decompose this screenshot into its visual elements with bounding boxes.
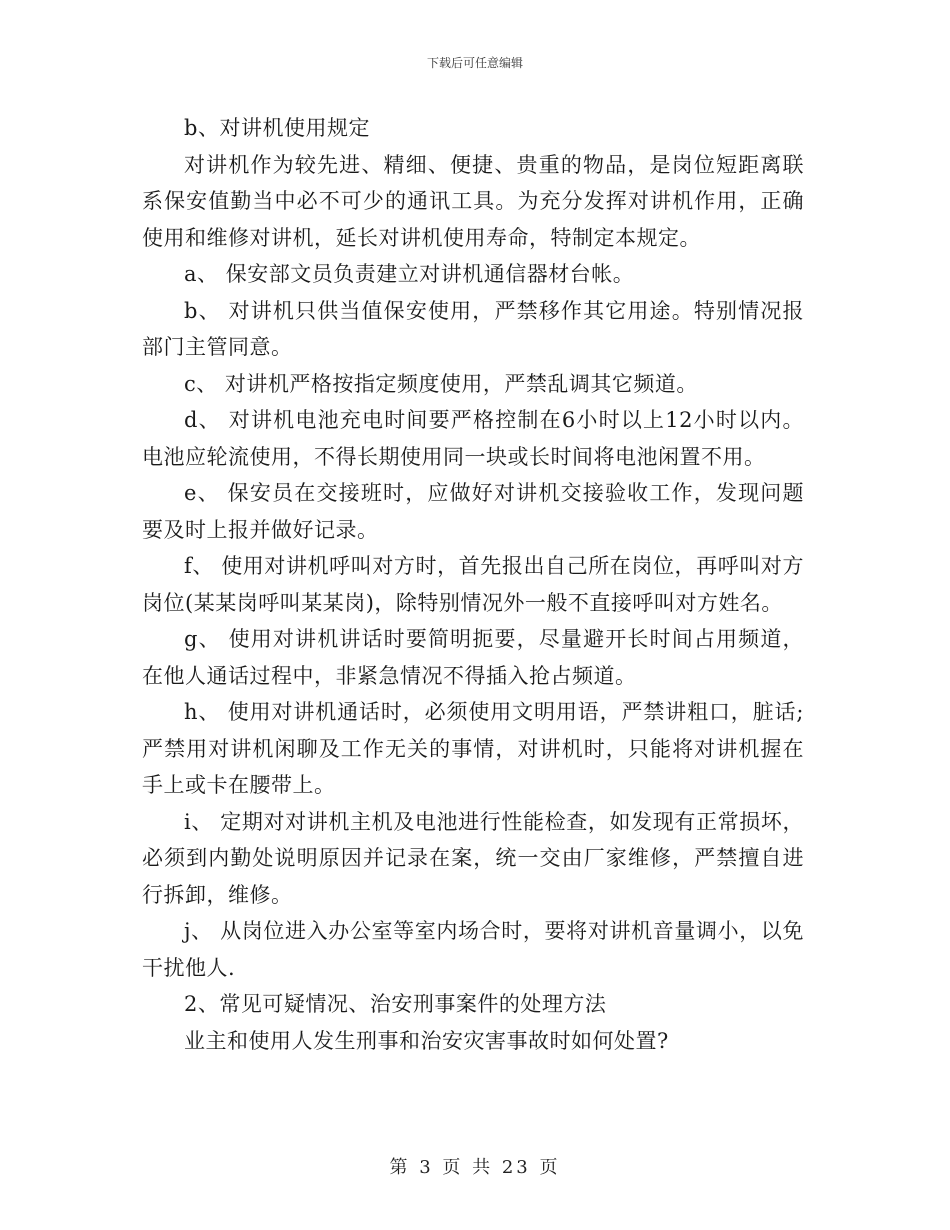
rule-item-d: d、 对讲机电池充电时间要严格控制在6小时以上12小时以内。电池应轮流使用，不得长期使用同一块或长时间将电池闲置不用。 bbox=[142, 408, 804, 469]
paragraph-intro: 对讲机作为较先进、精细、便捷、贵重的物品，是岗位短距离联系保安值勤当中必不可少的通讯工具。为充分发挥对讲机作用，正确使用和维修对讲机，延长对讲机使用寿命，特制定本规定。 bbox=[142, 152, 804, 250]
section-heading-walkie-talkie-rules: b、对讲机使用规定 bbox=[184, 116, 370, 140]
page-header-note: 下载后可任意编辑 bbox=[426, 56, 523, 70]
rule-item-c: c、 对讲机严格按指定频度使用，严禁乱调其它频道。 bbox=[184, 371, 698, 396]
section-heading-incident-handling: 2、常见可疑情况、治安刑事案件的处理方法 bbox=[184, 992, 607, 1016]
rule-item-e: e、 保安员在交接班时，应做好对讲机交接验收工作，发现问题要及时上报并做好记录。 bbox=[142, 481, 804, 542]
rule-item-j: j、 从岗位进入办公室等室内场合时，要将对讲机音量调小，以免干扰他人. bbox=[142, 919, 804, 980]
rule-item-a: a、 保安部文员负责建立对讲机通信器材台帐。 bbox=[184, 262, 635, 286]
rule-item-i: i、 定期对对讲机主机及电池进行性能检查，如发现有正常损坏，必须到内勤处说明原因并记录在案，统一交由厂家维修，严禁擅自进行拆卸，维修。 bbox=[142, 809, 804, 907]
rule-item-f: f、 使用对讲机呼叫对方时，首先报出自己所在岗位，再呼叫对方岗位(某某岗呼叫某某岗)，除特别情况外一般不直接呼叫对方姓名。 bbox=[142, 554, 804, 615]
paragraph-question: 业主和使用人发生刑事和治安灾害事故时如何处置? bbox=[184, 1028, 669, 1053]
rule-item-b: b、 对讲机只供当值保安使用，严禁移作其它用途。特别情况报部门主管同意。 bbox=[142, 298, 804, 359]
document-body bbox=[142, 110, 804, 1059]
rule-item-h: h、 使用对讲机通话时，必须使用文明用语，严禁讲粗口，脏话;严禁用对讲机闲聊及工作无关的事情，对讲机时，只能将对讲机握在手上或卡在腰带上。 bbox=[142, 700, 804, 797]
page-number-footer: 第 3 页 共 23 页 bbox=[389, 1157, 561, 1178]
rule-item-g: g、 使用对讲机讲话时要简明扼要，尽量避开长时间占用频道，在他人通话过程中，非紧急情况不得插入抢占频道。 bbox=[142, 627, 804, 688]
